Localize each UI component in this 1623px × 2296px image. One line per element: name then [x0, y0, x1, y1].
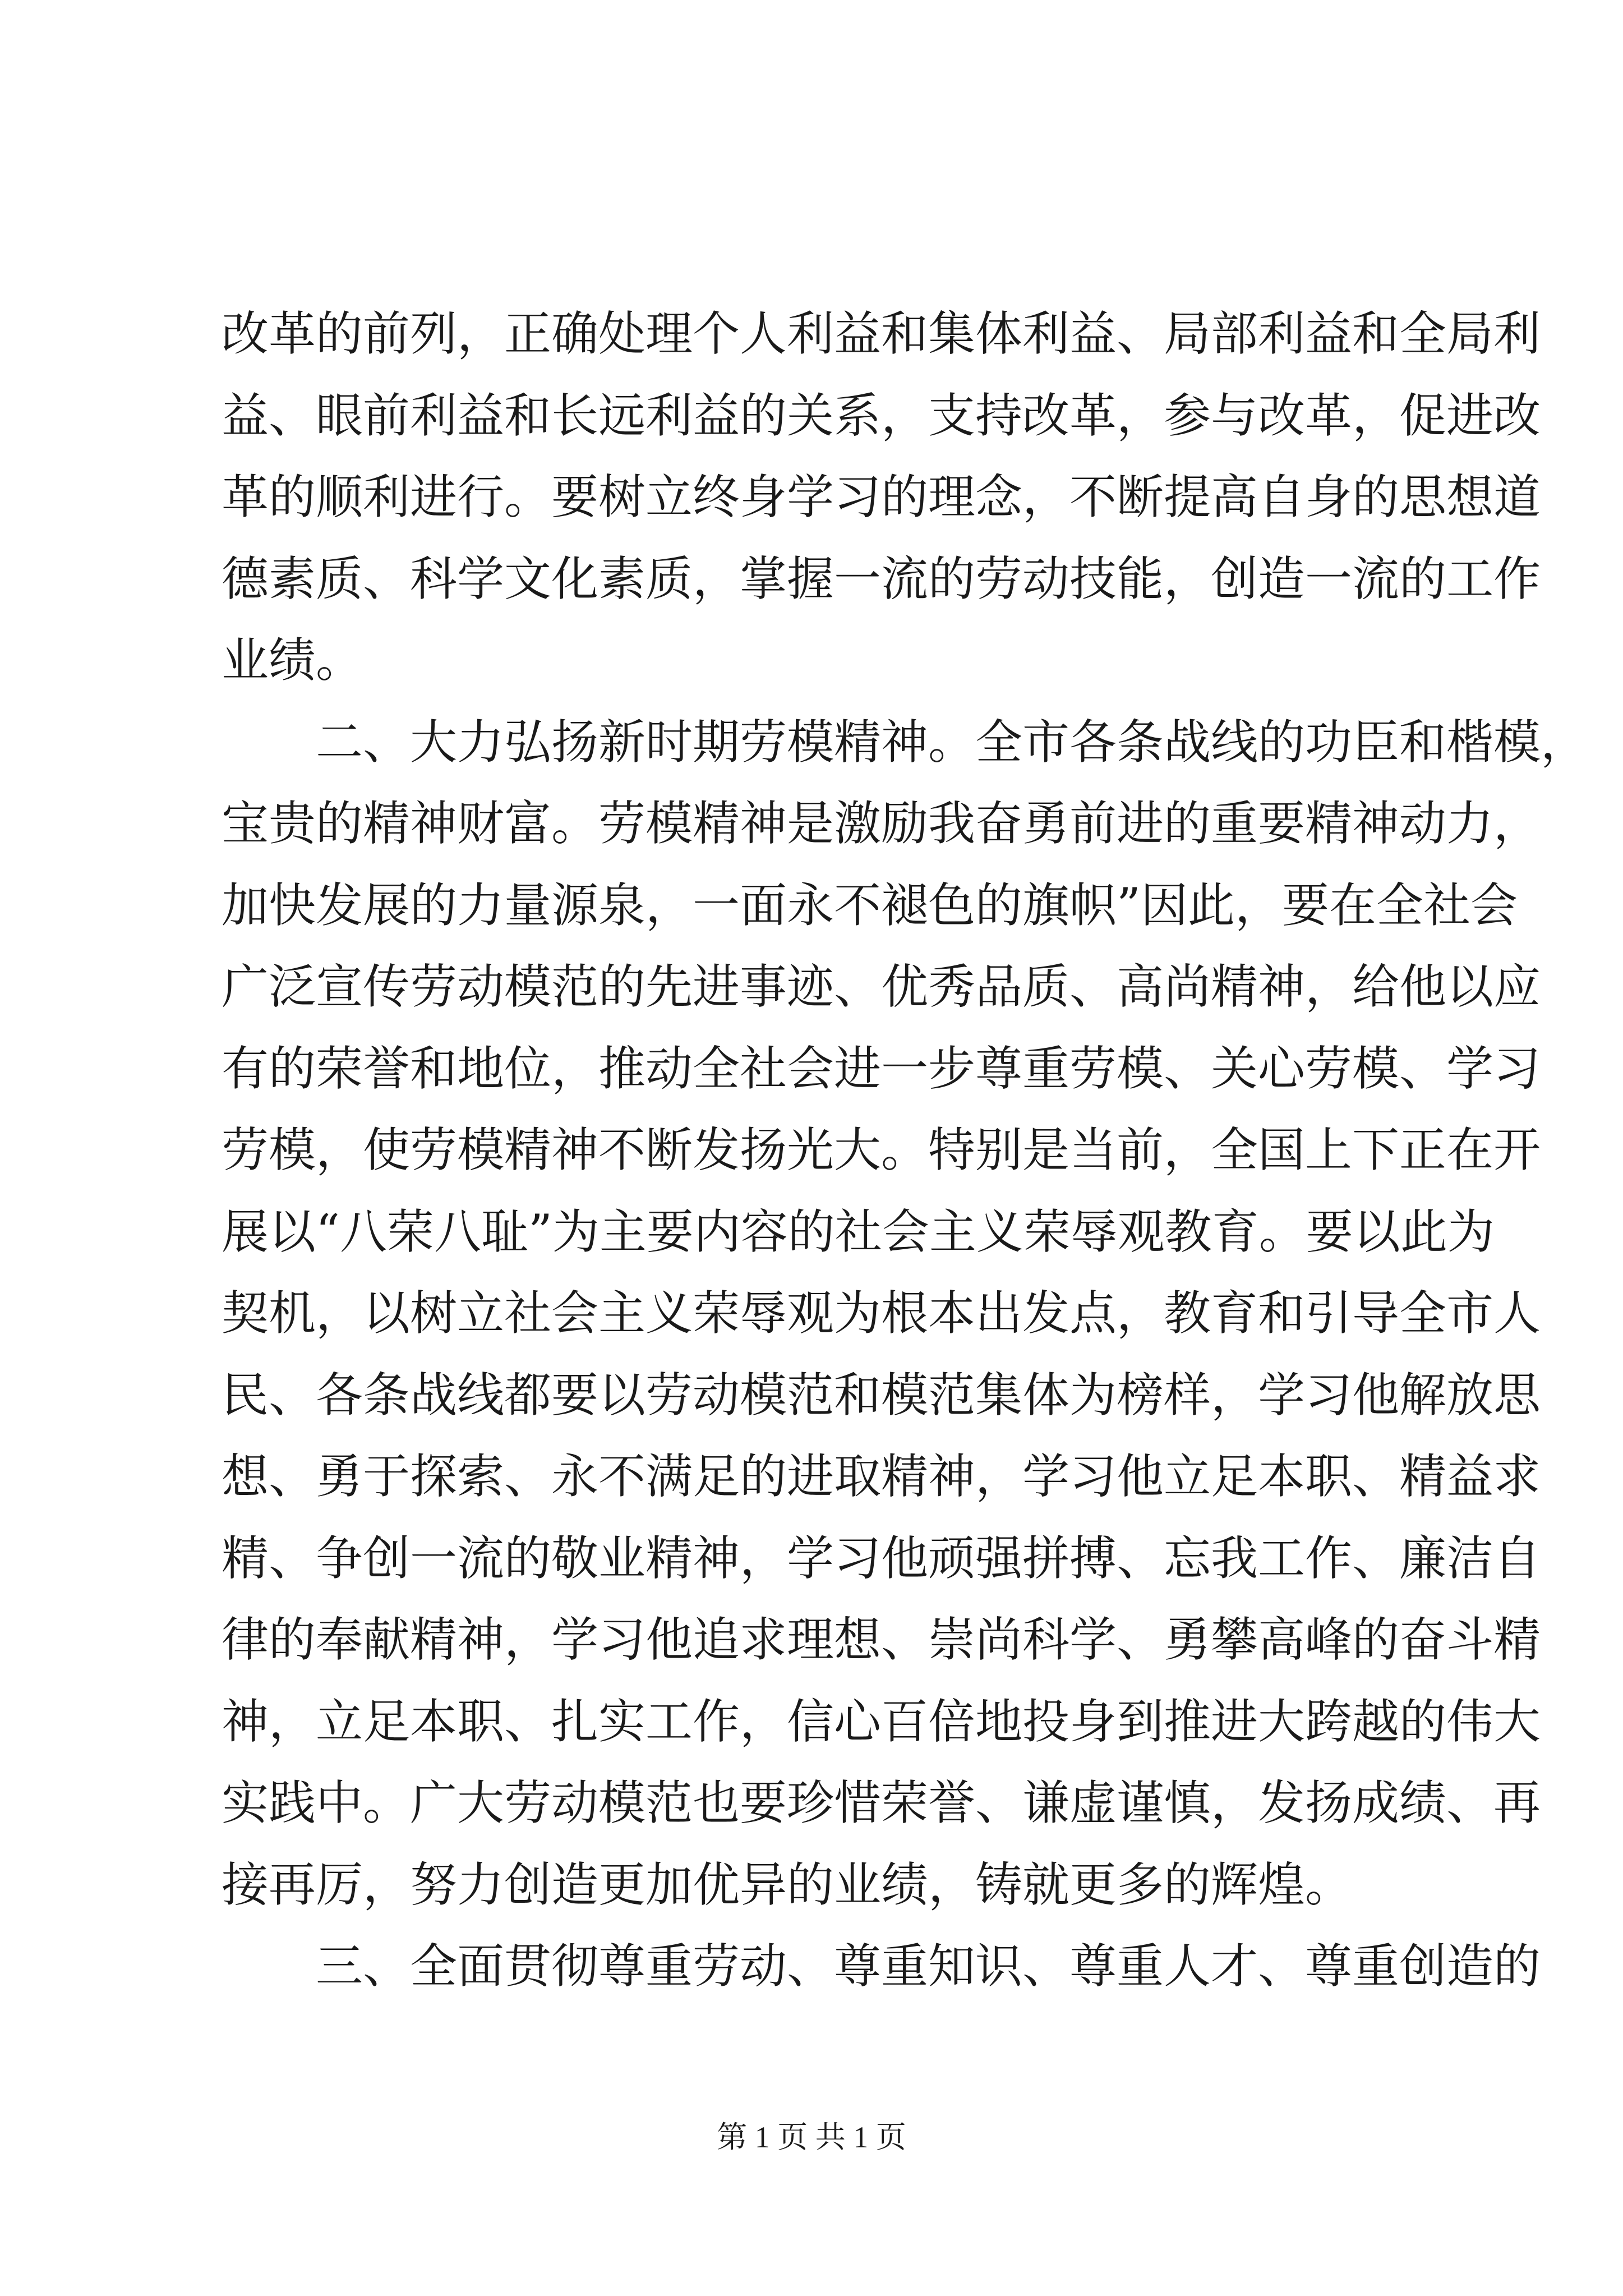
- text-line: 劳模，使劳模精神不断发扬光大。特别是当前，全国上下正在开: [222, 1122, 1541, 1177]
- text-line: 加快发展的力量源泉，一面永不褪色的旗帜”因此，要在全社会: [222, 877, 1518, 933]
- text-line: 接再厉，努力创造更加优异的业绩，铸就更多的辉煌。: [222, 1857, 1353, 1912]
- text-line: 业绩。: [222, 633, 363, 688]
- text-line: 律的奉献精神，学习他追求理想、崇尚科学、勇攀高峰的奋斗精: [222, 1612, 1541, 1667]
- text-line: 精、争创一流的敬业精神，学习他顽强拼搏、忘我工作、廉洁自: [222, 1530, 1541, 1586]
- text-line: 有的荣誉和地位，推动全社会进一步尊重劳模、关心劳模、学习: [222, 1041, 1541, 1096]
- text-line: 宝贵的精神财富。劳模精神是激励我奋勇前进的重要精神动力，: [222, 796, 1541, 851]
- text-line: 想、勇于探索、永不满足的进取精神，学习他立足本职、精益求: [222, 1449, 1541, 1504]
- text-line: 展以“八荣八耻”为主要内容的社会主义荣辱观教育。要以此为: [222, 1204, 1495, 1259]
- text-line: 广泛宣传劳动模范的先进事迹、优秀品质、高尚精神，给他以应: [222, 959, 1541, 1014]
- text-line: 益、眼前利益和长远利益的关系，支持改革，参与改革，促进改: [222, 388, 1541, 443]
- text-line: 三、全面贯彻尊重劳动、尊重知识、尊重人才、尊重创造的: [222, 1939, 1541, 1994]
- text-line: 民、各条战线都要以劳动模范和模范集体为榜样，学习他解放思: [222, 1367, 1541, 1423]
- document-body: [222, 293, 1588, 2008]
- text-line: 德素质、科学文化素质，掌握一流的劳动技能，创造一流的工作: [222, 551, 1541, 606]
- text-line: 改革的前列，正确处理个人利益和集体利益、局部利益和全局利: [222, 306, 1541, 361]
- text-line: 革的顺利进行。要树立终身学习的理念，不断提高自身的思想道: [222, 470, 1541, 524]
- text-line: 二、大力弘扬新时期劳模精神。全市各条战线的功臣和楷模，: [222, 714, 1588, 770]
- text-line: 神，立足本职、扎实工作，信心百倍地投身到推进大跨越的伟大: [222, 1694, 1541, 1749]
- text-line: 实践中。广大劳动模范也要珍惜荣誉、谦虚谨慎，发扬成绩、再: [222, 1775, 1541, 1830]
- text-line: 契机，以树立社会主义荣辱观为根本出发点，教育和引导全市人: [222, 1286, 1541, 1341]
- page-footer: 第 1 页 共 1 页: [717, 2120, 906, 2154]
